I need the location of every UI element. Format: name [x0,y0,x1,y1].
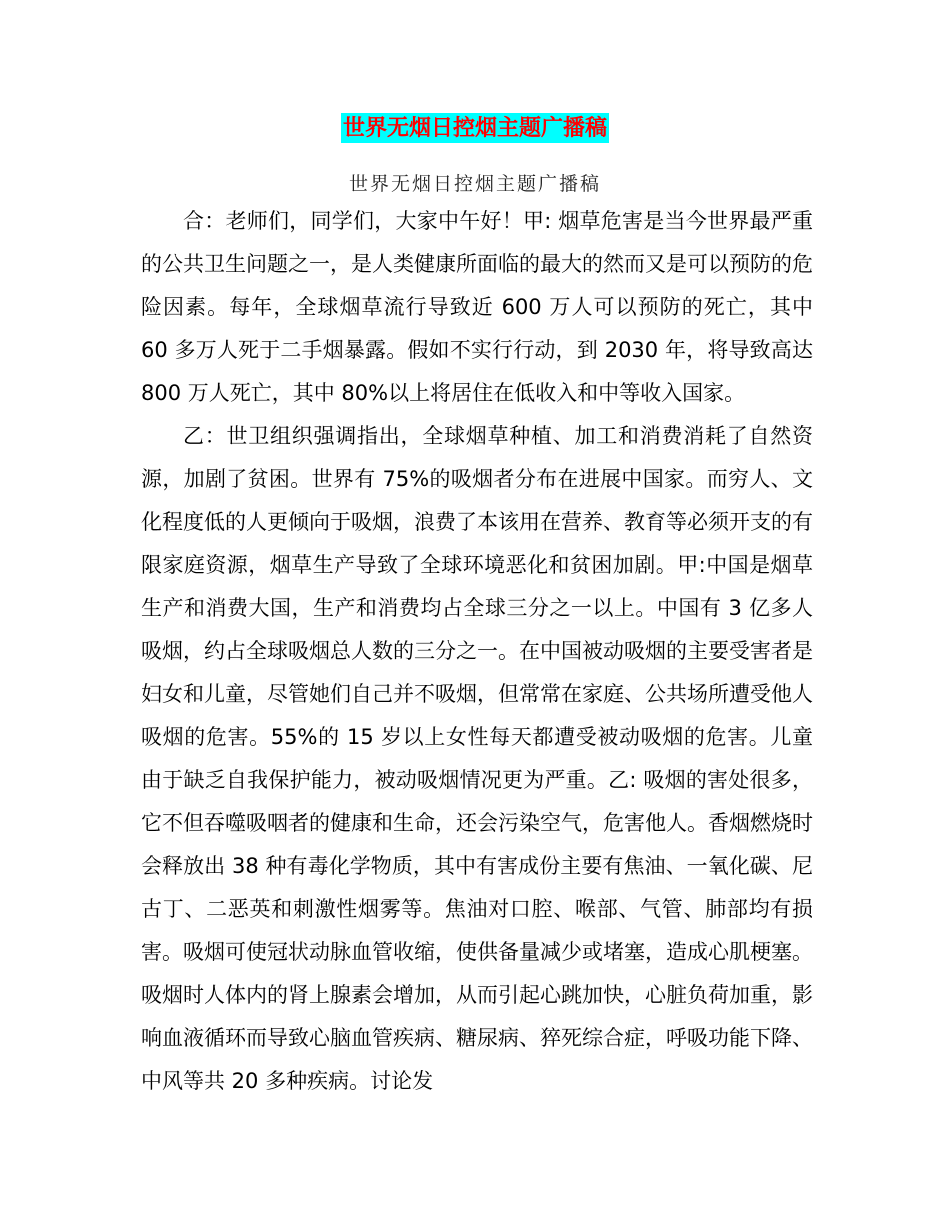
paragraph-1: 合：老师们，同学们，大家中午好！甲: 烟草危害是当今世界最严重的公共卫生问题之一，是人类健康所面临的最大的然而又是可以预防的危险因素。每年，全球烟草流行导致近 600 万人可以预防的死亡，其中 60 多万人死于二手烟暴露。假如不实行行动，到 2030 年，将导致高达 800 万人死亡，其中 80%以上将居住在低收入和中等收入国家。 [141,209,813,405]
document-subtitle: 世界无烟日控烟主题广播稿 [348,173,601,195]
paragraph-2: 乙：世卫组织强调指出，全球烟草种植、加工和消费消耗了自然资源，加剧了贫困。世界有 75%的吸烟者分布在进展中国家。而穷人、文化程度低的人更倾向于吸烟，浪费了本该用在营养、教育等必须开支的有限家庭资源，烟草生产导致了全球环境恶化和贫困加剧。甲:中国是烟草生产和消费大国，生产和消费均占全球三分之一以上。中国有 3 亿多人吸烟，约占全球吸烟总人数的三分之一。在中国被动吸烟的主要受害者是妇女和儿童，尽管她们自己并不吸烟，但常常在家庭、公共场所遭受他人吸烟的危害。55%的 15 岁以上女性每天都遭受被动吸烟的危害。儿童由于缺乏自我保护能力，被动吸烟情况更为严重。乙: 吸烟的害处很多，它不但吞噬吸咽者的健康和生命，还会污染空气，危害他人。香烟燃烧时会释放出 38 种有毒化学物质，其中有害成份主要有焦油、一氧化碳、尼古丁、二恶英和刺激性烟雾等。焦油对口腔、喉部、气管、肺部均有损害。吸烟可使冠状动脉血管收缩，使供备量减少或堵塞，造成心肌梗塞。吸烟时人体内的肾上腺素会增加，从而引起心跳加快，心脏负荷加重，影响血液循环而导致心脑血管疾病、糖尿病、猝死综合症，呼吸功能下降、中风等共 20 多种疾病。讨论发 [141,424,813,1093]
document-title: 世界无烟日控烟主题广播稿 [342,115,607,141]
document-body [141,200,813,1103]
title-container [0,113,950,143]
